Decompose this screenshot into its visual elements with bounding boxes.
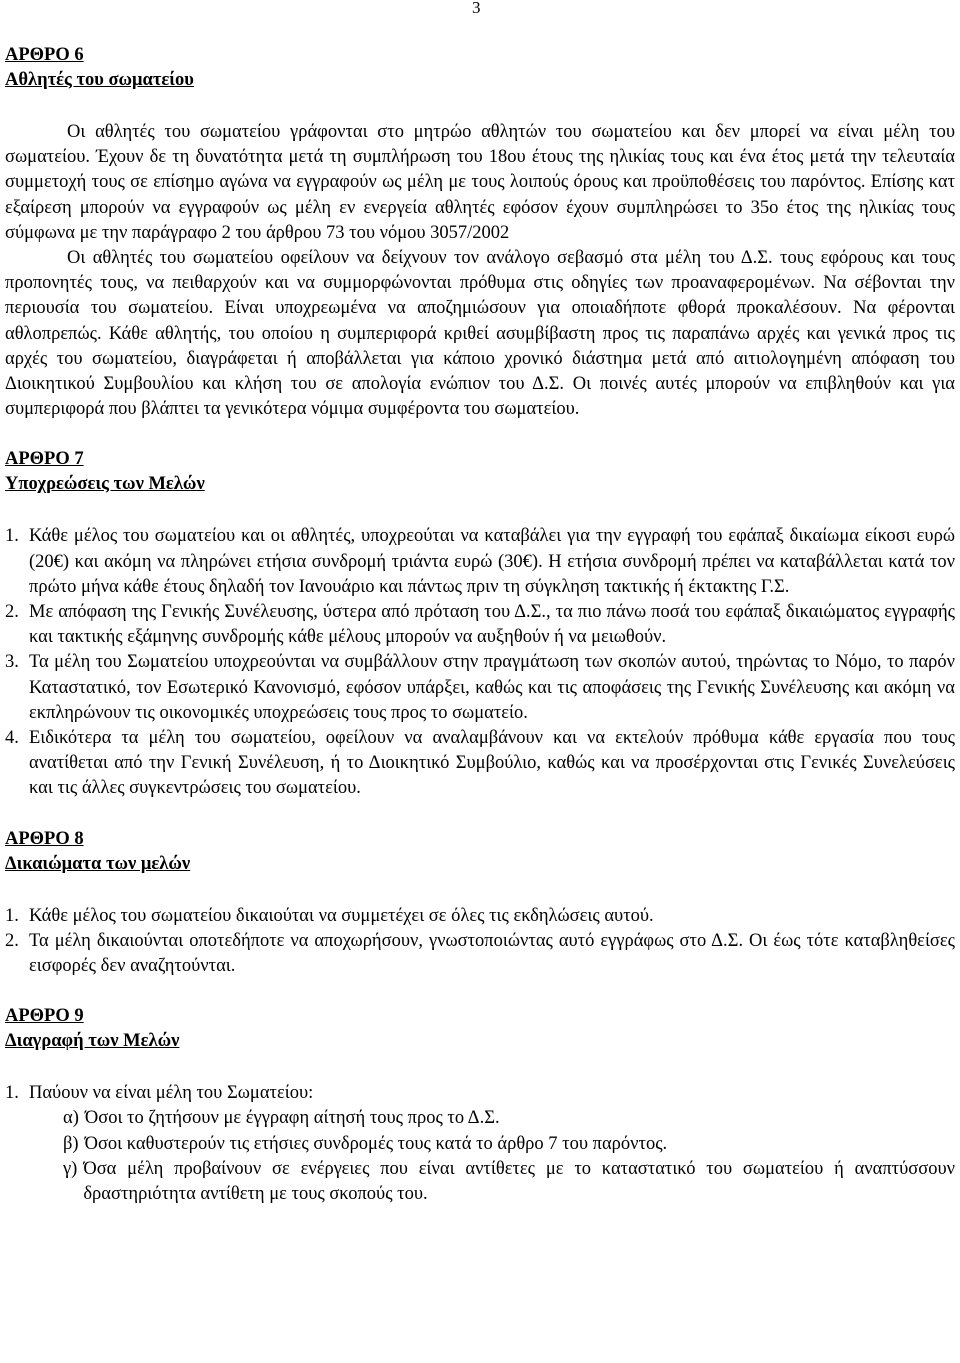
article-6-subtitle: Αθλητές του σωματείου [5, 70, 194, 90]
article-9-title: ΑΡΘΡΟ 9 [5, 1006, 84, 1027]
page-number: 3 [472, 0, 481, 17]
article-6-paragraph-2: Οι αθλητές του σωματείου οφείλουν να δείχνουν τον ανάλογο σεβασμό στα μέλη του Δ.Σ. τους εφόρους και τους προπονητές τους, να πειθαρχούν και να συμμορφώνονται πρόθυμα στις οδηγίες των προαναφερομένων. Να σέβονται την περιουσία του σωματείου. Είναι υποχρεωμένα να αποζημιώσουν για οποιαδήποτε φθορά προκαλέσουν. Να φέρονται αθλοπρεπώς. Κάθε αθλητής, του οποίου η συμπεριφορά κριθεί ασυμβίβαστη προς τις παραπάνω αρχές και γενικά προς τις αρχές του σωματείου, διαγράφεται ή αποβάλλεται για κάποιο χρονικό διάστημα μετά από αιτιολογημένη απόφαση του Διοικητικού Συμβουλίου και κλήση του σε απολογία ενώπιον του Δ.Σ. Οι ποινές αυτές μπορούν να επιβληθούν και για συμπεριφορά που βλάπτει τα γενικότερα νόμιμα συμφέροντα του σωματείου. [5, 248, 955, 420]
list-item: 2. Τα μέλη δικαιούνται οποτεδήποτε να αποχωρήσουν, γνωστοποιώντας αυτό εγγράφως στο Δ.Σ. Οι έως τότε καταβληθείσες εισφορές δεν αναζητούνται. [5, 930, 955, 977]
article-7 [5, 447, 955, 801]
list-item: 4. Ειδικότερα τα μέλη του σωματείου, οφείλουν να αναλαμβάνουν και να εκτελούν πρόθυμα κάθε εργασία που τους ανατίθεται από την Γενική Συνέλευση, ή το Διοικητικό Συμβούλιο, καθώς και να προσέρχονται στις Γενικές Συνελεύσεις και τις άλλες συγκεντρώσεις του σωματείου. [5, 728, 955, 799]
article-6 [5, 43, 955, 422]
list-item: 2. Με απόφαση της Γενικής Συνέλευσης, ύστερα από πρόταση του Δ.Σ., τα πιο πάνω ποσά του εφάπαξ δικαιώματος εγγραφής και τακτικής εξάμηνης συνδρομής κάθε μέλους μπορούν να αυξηθούν ή να μειωθούν. [5, 602, 955, 648]
list-item: 1. Παύουν να είναι μέλη του Σωματείου: [5, 1083, 314, 1104]
article-8-title: ΑΡΘΡΟ 8 [5, 828, 84, 849]
list-item: 3. Τα μέλη του Σωματείου υποχρεούνται να συμβάλλουν στην πραγμάτωση των σκοπών αυτού, τηρώντας το Νόμο, το παρόν Καταστατικό, τον Εσωτερικό Κανονισμό, εφόσον υπάρξει, καθώς και τις αποφάσεις της Γενικής Συνέλευσης και ακόμη να εκπληρώνουν τις οικονομικές υποχρεώσεις τους προς το σωματείο. [5, 652, 955, 723]
article-8 [5, 827, 955, 980]
list-item: 1. Κάθε μέλος του σωματείου και οι αθλητές, υποχρεούται να καταβάλει για την εγγραφή του εφάπαξ δικαίωμα είκοσι ευρώ (20€) και ακόμη να πληρώνει ετήσια συνδρομή τριάντα ευρώ (30€). Η ετήσια συνδρομή πρέπει να καταβάλλεται κατά τον πρώτο μήνα κάθε έτους δηλαδή τον Ιανουάριο και πάντως πριν τη σύγκληση τακτικής ή έκτακτης Γ.Σ. [5, 526, 955, 597]
article-6-paragraph-1: Οι αθλητές του σωματείου γράφονται στο μητρώο αθλητών του σωματείου και δεν μπορεί να είναι μέλη του σωματείου. Έχουν δε τη δυνατότητα μετά τη συμπλήρωση του 18ου έτους της ηλικίας τους και ένα έτος μετά την τελευταία συμμετοχή τους σε επίσημο αγώνα να εγγραφούν ως μέλη με τους λοιπούς όρους και προϋποθέσεις του παρόντος. Επίσης κατ εξαίρεση μπορούν να εγγραφούν ως μέλη εν ενεργεία αθλητές εφόσον έχουν συμπληρώσει το 35ο έτος της ηλικίας τους σύμφωνα με την παράγραφο 2 του άρθρου 73 του νόμου 3057/2002 [5, 122, 955, 243]
article-9 [5, 1004, 955, 1207]
article-9-subtitle: Διαγραφή των Μελών [5, 1031, 180, 1052]
article-6-title: ΑΡΘΡΟ 6 [5, 45, 84, 65]
sub-list-item: β) Όσοι καθυστερούν τις ετήσιες συνδρομές τους κατά το άρθρο 7 του παρόντος. [63, 1133, 668, 1154]
sub-list-item: α) Όσοι το ζητήσουν με έγγραφη αίτησή τους προς το Δ.Σ. [63, 1108, 500, 1129]
article-7-subtitle: Υποχρεώσεις των Μελών [5, 474, 205, 495]
list-item: 1. Κάθε μέλος του σωματείου δικαιούται να συμμετέχει σε όλες τις εκδηλώσεις αυτού. [5, 905, 654, 926]
sub-list-item: γ) Όσα μέλη προβαίνουν σε ενέργειες που είναι αντίθετες με το καταστατικό του σωματείου ή αναπτύσσουν δραστηριότητα αντίθετη με τους σκοπούς του. [63, 1158, 955, 1205]
article-7-title: ΑΡΘΡΟ 7 [5, 449, 84, 470]
article-8-subtitle: Δικαιώματα των μελών [5, 853, 191, 874]
document-body [5, 43, 955, 1207]
